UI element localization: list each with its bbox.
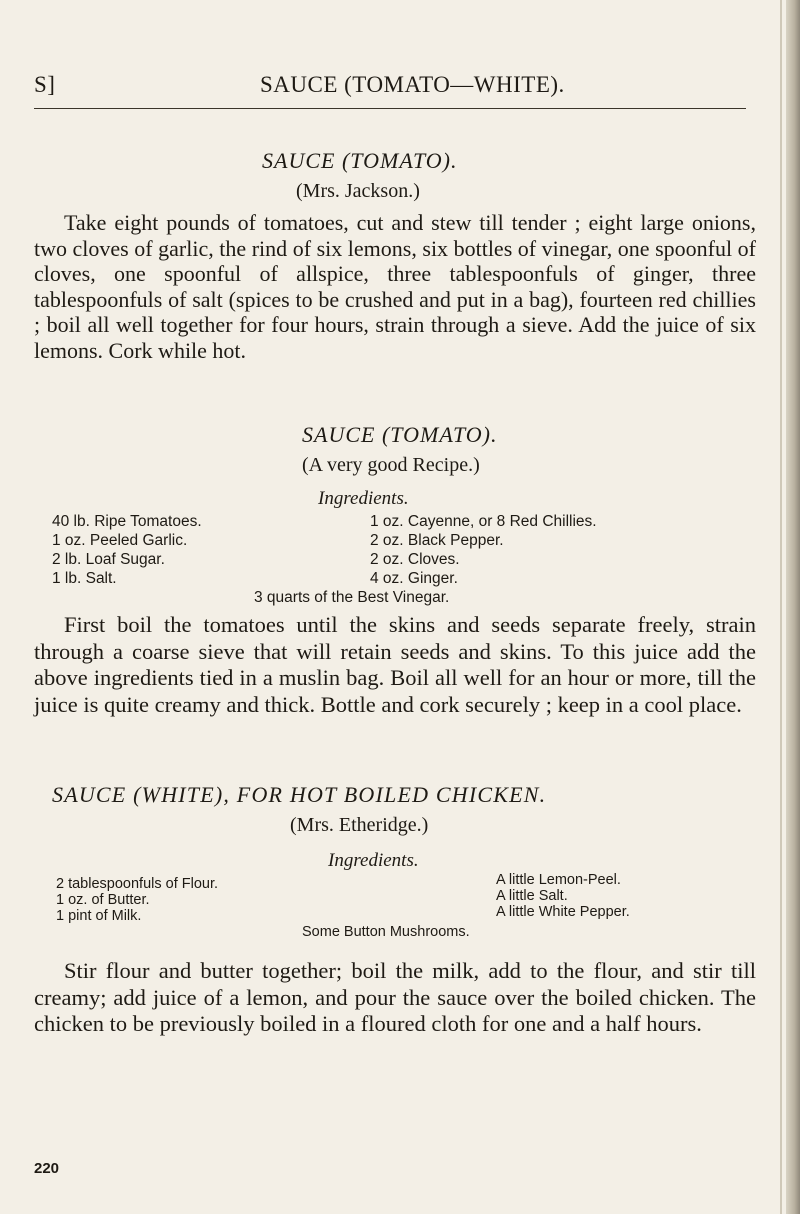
recipe2-ingredients-left	[52, 512, 202, 588]
ingredient: 40 lb. Ripe Tomatoes.	[52, 513, 202, 530]
section-marker: S]	[34, 72, 56, 97]
recipe2-author: (A very good Recipe.)	[302, 454, 480, 476]
ingredient: A little Salt.	[496, 888, 568, 904]
running-title: SAUCE (TOMATO—WHITE).	[260, 72, 565, 97]
ingredient: 2 lb. Loaf Sugar.	[52, 551, 165, 568]
recipe2-ingredients-right	[370, 512, 597, 588]
recipe3-body: Stir flour and butter together; boil the milk, add to the flour, and stir till creamy; add juice of a lemon, and pour the sauce over the boiled chicken. The chicken to be previously boiled in a floured cloth for one and a half hours.	[34, 958, 756, 1036]
recipe1-body: Take eight pounds of tomatoes, cut and stew till tender ; eight large onions, two cloves of garlic, the rind of six lemons, six bottles of vinegar, one spoonful of cloves, one spoonful of allspice, three tablespoonfuls of ginger, three tablespoonfuls of salt (spices to be crushed and put in a bag), fourteen red chillies ; boil all well together for four hours, strain through a sieve. Add the juice of six lemons. Cork while hot.	[34, 210, 756, 363]
recipe2-ingredients-title: Ingredients.	[318, 488, 409, 509]
recipe1-title: SAUCE (TOMATO).	[262, 148, 458, 173]
ingredient: 1 pint of Milk.	[56, 908, 142, 924]
recipe3-ingredients-title: Ingredients.	[328, 850, 419, 871]
page-edge-line	[780, 0, 782, 1214]
recipe3-ingredients-right	[496, 872, 630, 920]
ingredient: 1 lb. Salt.	[52, 570, 117, 587]
page-number: 220	[34, 1160, 60, 1177]
recipe3-ingredient-mushrooms: Some Button Mushrooms.	[302, 924, 470, 940]
ingredient: 1 oz. of Butter.	[56, 892, 150, 908]
recipe2-body: First boil the tomatoes until the skins and seeds separate freely, strain through a coarse sieve that will retain seeds and skins. To this juice add the above ingredients tied in a muslin bag. Boil all well for an hour or more, till the juice is quite creamy and thick. Bottle and cork securely ; keep in a cool place.	[34, 612, 756, 717]
ingredient: 2 oz. Cloves.	[370, 551, 460, 568]
ingredient: 2 tablespoonfuls of Flour.	[56, 876, 219, 892]
page-edge-shadow	[786, 0, 800, 1214]
ingredient: A little Lemon-Peel.	[496, 872, 621, 888]
ingredient: 1 oz. Peeled Garlic.	[52, 532, 188, 549]
ingredient: 1 oz. Cayenne, or 8 Red Chillies.	[370, 513, 597, 530]
header-rule	[34, 108, 746, 109]
recipe2-title: SAUCE (TOMATO).	[302, 422, 498, 447]
recipe3-author: (Mrs. Etheridge.)	[290, 814, 429, 836]
recipe3-title: SAUCE (WHITE), FOR HOT BOILED CHICKEN.	[52, 782, 547, 807]
recipe1-author: (Mrs. Jackson.)	[296, 180, 420, 202]
recipe2-ingredient-vinegar: 3 quarts of the Best Vinegar.	[254, 589, 450, 606]
recipe3-ingredients-left	[56, 876, 218, 924]
ingredient: A little White Pepper.	[496, 904, 630, 920]
ingredient: 2 oz. Black Pepper.	[370, 532, 504, 549]
ingredient: 4 oz. Ginger.	[370, 570, 458, 587]
